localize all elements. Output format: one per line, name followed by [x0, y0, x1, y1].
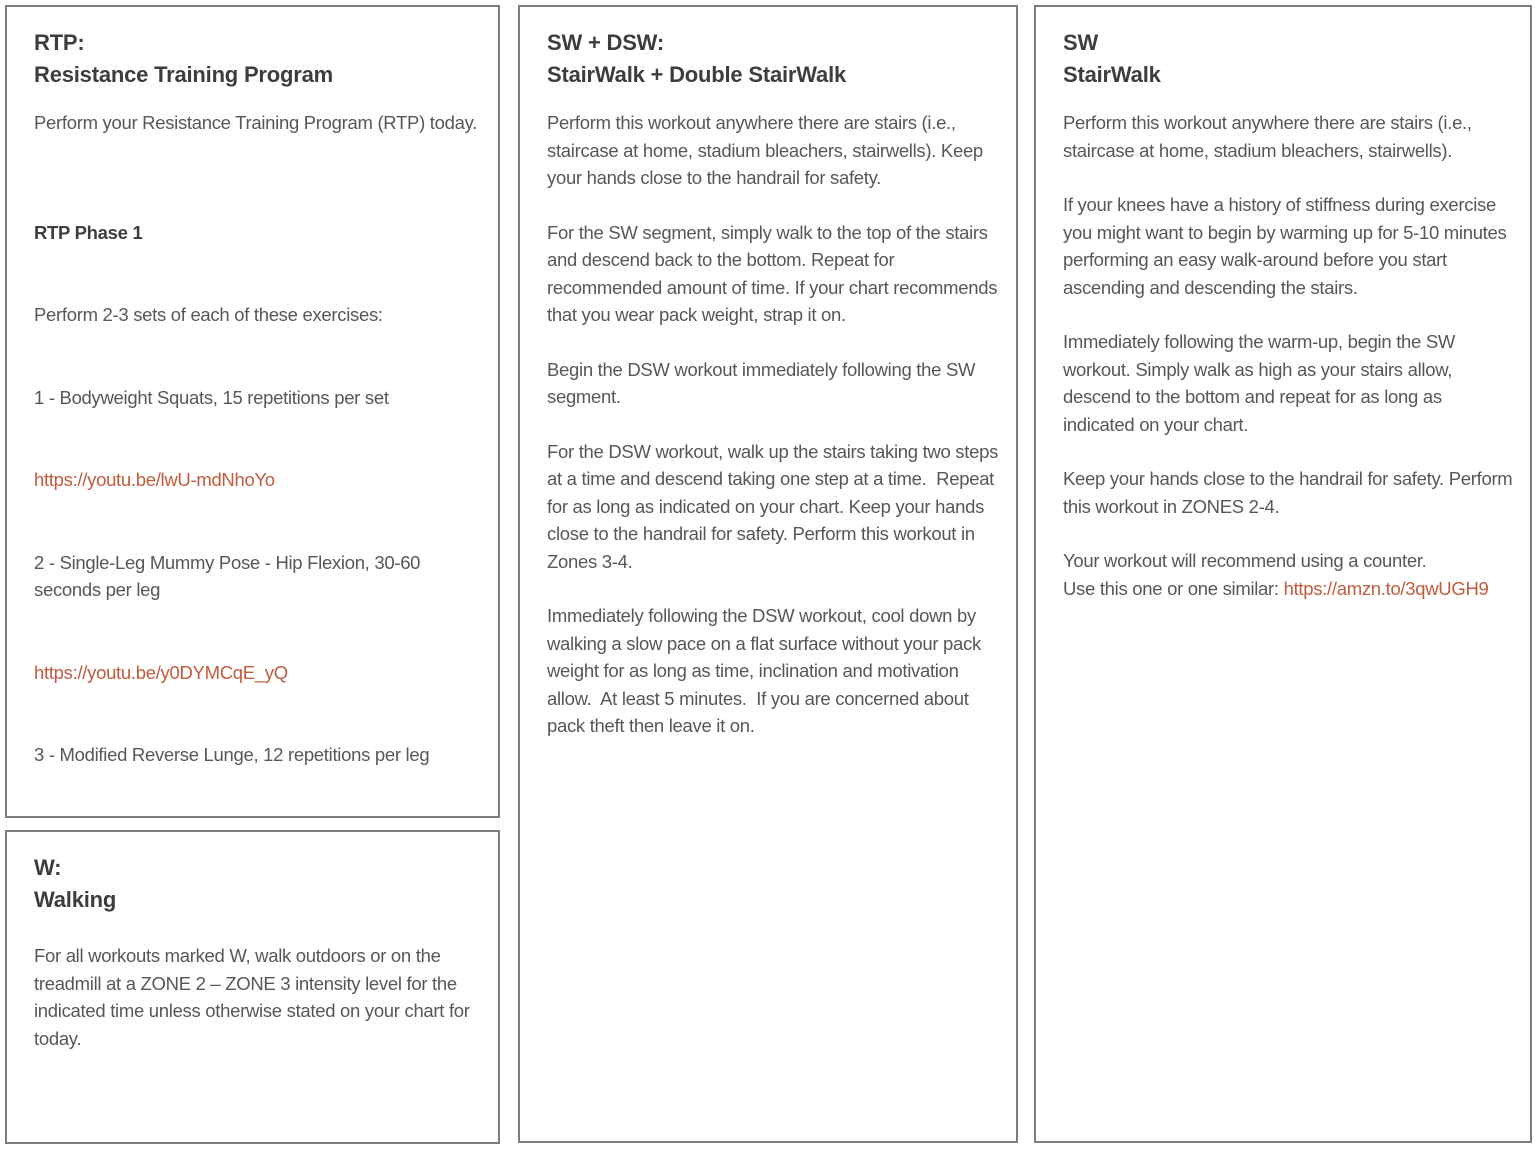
walking-card	[5, 830, 500, 1144]
sw-dsw-card-title	[547, 27, 1002, 91]
exercise-item: 3 - Modified Reverse Lunge, 12 repetitions per leg	[34, 744, 430, 765]
exercise-item: 1 - Bodyweight Squats, 15 repetitions per set	[34, 386, 389, 408]
rtp-card	[5, 5, 500, 818]
rtp-phase1-heading: RTP Phase 1	[34, 221, 143, 243]
sw-dsw-title-full: StairWalk + Double StairWalk	[547, 62, 847, 87]
sw-dsw-title-abbrev: SW + DSW:	[547, 30, 664, 55]
counter-link-prefix: Use this one or one similar:	[1063, 577, 1284, 599]
paragraph: Begin the DSW workout immediately following the SW segment.	[547, 358, 980, 407]
sw-dsw-card	[518, 5, 1018, 1143]
walking-title-abbrev: W:	[34, 855, 62, 880]
rtp-title-full: Resistance Training Program	[34, 62, 334, 87]
rtp-phase1-block	[34, 164, 484, 819]
counter-recommendation-text: Your workout will recommend using a counter.	[1063, 550, 1427, 571]
paragraph: Immediately following the warm-up, begin the SW workout. Simply walk as high as your stairs allow, descend to the bottom and repeat for as long as indicated on your chart.	[1063, 331, 1460, 435]
sw-title-full: StairWalk	[1063, 62, 1161, 87]
paragraph: Perform this workout anywhere there are stairs (i.e., staircase at home, stadium bleachers, stairwells).	[1063, 112, 1477, 161]
sw-card-title	[1063, 27, 1516, 91]
counter-link[interactable]: https://amzn.to/3qwUGH9	[1283, 577, 1489, 599]
paragraph: Perform this workout anywhere there are stairs (i.e., staircase at home, stadium bleachers, stairwells). Keep your hands close to the handrail for safety.	[547, 112, 988, 188]
paragraph: For the DSW workout, walk up the stairs taking two steps at a time and descend taking one step at a time. Repeat for as long as indicated on your chart. Keep your hands close to the handrail for safety. Perform this workout in Zones 3-4.	[547, 440, 1003, 572]
rtp-card-title	[34, 27, 484, 91]
video-link[interactable]: https://youtu.be/y0DYMCqE_yQ	[34, 661, 288, 683]
video-link[interactable]: https://youtu.be/lwU-mdNhoYo	[34, 469, 275, 490]
paragraph: If your knees have a history of stiffness during exercise you might want to begin by warming up for 5-10 minutes performing an easy walk-around before you start ascending and descending the stairs.	[1063, 194, 1512, 298]
walking-body-paragraph: For all workouts marked W, walk outdoors or on the treadmill at a ZONE 2 – ZONE 3 intensity level for the indicated time unless otherwise stated on your chart for today.	[34, 945, 475, 1049]
rtp-phase1-instruction: Perform 2-3 sets of each of these exercises:	[34, 304, 383, 325]
walking-title-full: Walking	[34, 887, 117, 912]
rtp-title-abbrev: RTP:	[34, 30, 85, 55]
paragraph: Keep your hands close to the handrail for safety. Perform this workout in ZONES 2-4.	[1063, 468, 1518, 517]
sw-title-abbrev: SW	[1063, 30, 1099, 55]
walking-card-title	[34, 852, 484, 916]
paragraph: For the SW segment, simply walk to the top of the stairs and descend back to the bottom. Repeat for recommended amount of time. If your chart recommends that you wear pack weight, strap it on.	[547, 221, 1003, 325]
exercise-item: 2 - Single-Leg Mummy Pose - Hip Flexion, 30-60 seconds per leg	[34, 551, 426, 600]
paragraph: Immediately following the DSW workout, cool down by walking a slow pace on a flat surface without your pack weight for as long as time, inclination and motivation allow. At least 5 minutes. If you are concerned about pack theft then leave it on.	[547, 605, 986, 736]
sw-card	[1034, 5, 1532, 1143]
rtp-intro-paragraph: Perform your Resistance Training Program (RTP) today.	[34, 112, 477, 133]
counter-paragraph	[1063, 547, 1516, 602]
